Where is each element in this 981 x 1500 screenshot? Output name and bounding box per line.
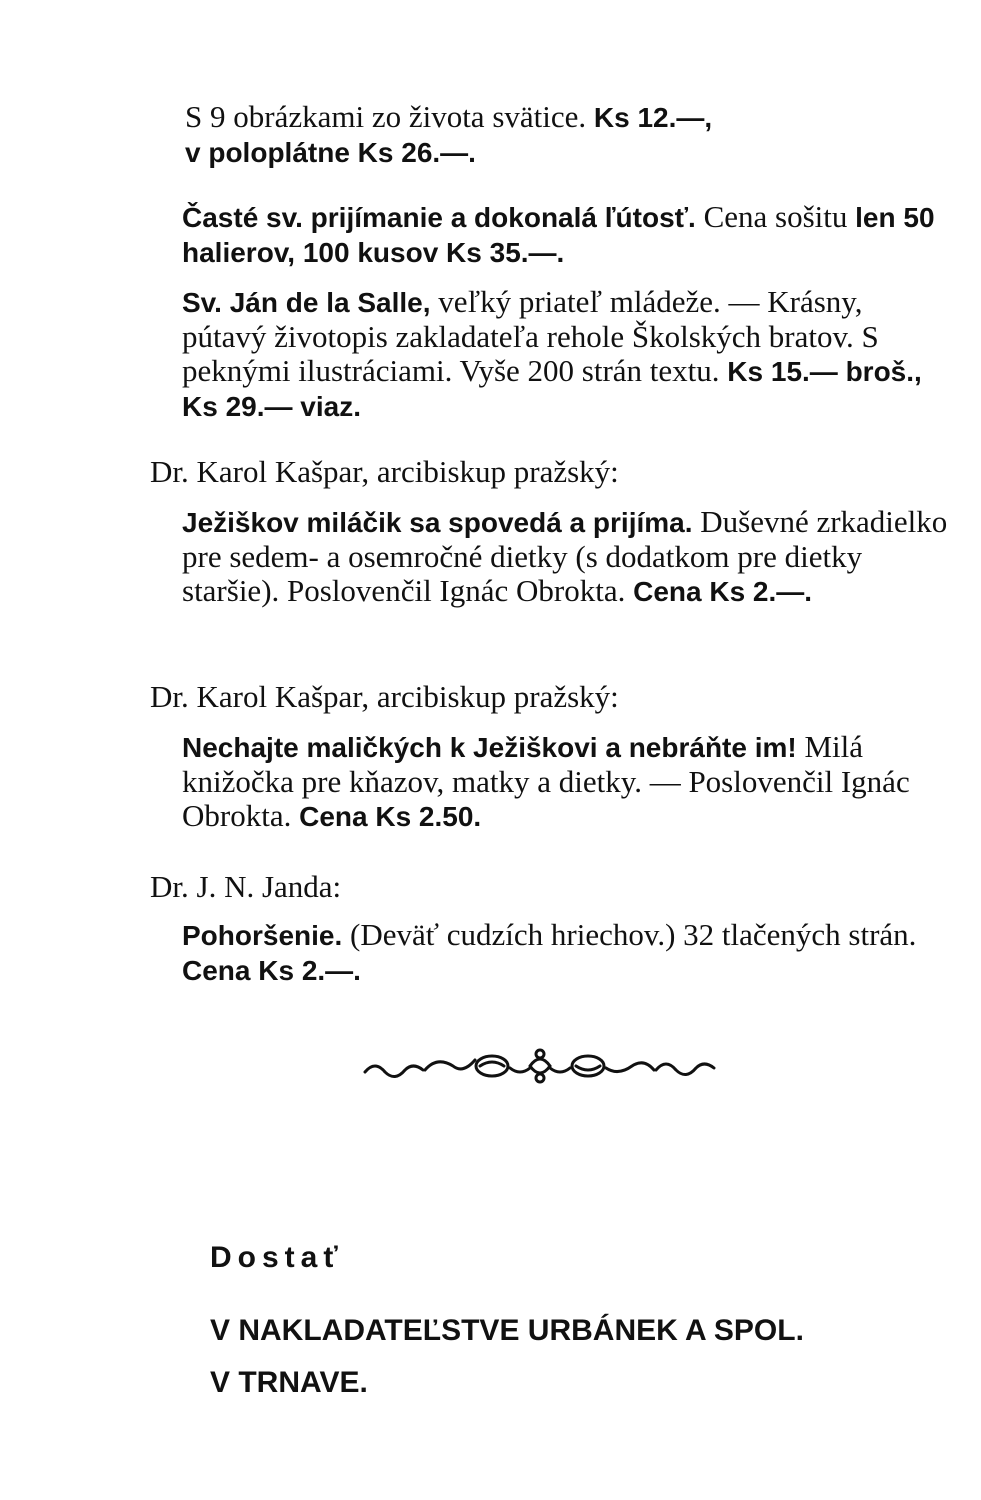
entry-1-price: Ks 12.—, (593, 102, 713, 133)
entry-4-price: Cena Ks 2.—. (633, 576, 813, 607)
entry-2-text: Cena sošitu (695, 199, 856, 234)
entry-1-text: S 9 obrázkami zo života svätice. (185, 99, 594, 134)
entry-1-price-2: v poloplátne Ks 26.—. (185, 137, 476, 168)
footer-publisher: V NAKLADATEĽSTVE URBÁNEK A SPOL. (210, 1314, 804, 1347)
entry-5-text: Milá knižočka pre kňazov, matky a dietky. — Poslovenčil Ignác Obrokta. (182, 729, 910, 833)
footer-city: V TRNAVE. (210, 1366, 368, 1399)
entry-1 (185, 100, 950, 170)
entry-2-paragraph (150, 200, 950, 270)
entry-4-text: Duševné zrkadielko pre sedem- a osemročné dietky (s dodatkom pre dietky staršie). Poslovenčil Ignác Obrokta. (182, 504, 948, 608)
entry-6-price: Cena Ks 2.—. (182, 955, 361, 986)
entry-3-text: veľký priateľ mládeže. — Krásny, pútavý životopis zakladateľa rehole Školských bratov. S peknými ilustráciami. Vyše 200 strán textu. (182, 284, 879, 388)
entry-5-paragraph (150, 730, 950, 834)
entry-6-author: Dr. J. N. Janda: (150, 869, 342, 904)
entry-1-line-2 (185, 135, 950, 170)
entry-3 (150, 285, 950, 424)
entry-4-title: Ježiškov miláčik sa spovedá a prijíma. (182, 507, 693, 538)
entry-4-paragraph (150, 505, 950, 609)
entry-5-title: Nechajte maličkých k Ježiškovi a nebráňte im! (182, 732, 797, 763)
entry-3-price: Ks 15.— broš., Ks 29.— viaz. (182, 356, 922, 422)
entry-5 (150, 730, 950, 834)
entry-2 (150, 200, 950, 270)
entry-2-title: Časté sv. prijímanie a dokonalá ľútosť. (182, 202, 696, 233)
footer-get: Dostať (210, 1241, 344, 1274)
entry-6-title: Pohoršenie. (182, 920, 343, 951)
entry-1-line-1 (185, 100, 950, 135)
entry-2-price: len 50 halierov, 100 kusov Ks 35.—. (182, 202, 935, 268)
entry-5-author: Dr. Karol Kašpar, arcibiskup pražský: (150, 679, 619, 714)
entry-6-text: (Deväť cudzích hriechov.) 32 tlačených strán. (342, 917, 917, 952)
entry-6 (150, 918, 950, 988)
entry-6-paragraph (150, 918, 950, 988)
entry-4-author: Dr. Karol Kašpar, arcibiskup pražský: (150, 454, 619, 489)
entry-5-price: Cena Ks 2.50. (299, 801, 482, 832)
entry-3-title: Sv. Ján de la Salle, (182, 287, 431, 318)
entry-4 (150, 505, 950, 609)
entry-3-paragraph (150, 285, 950, 424)
ornament-divider-icon (360, 1040, 720, 1090)
